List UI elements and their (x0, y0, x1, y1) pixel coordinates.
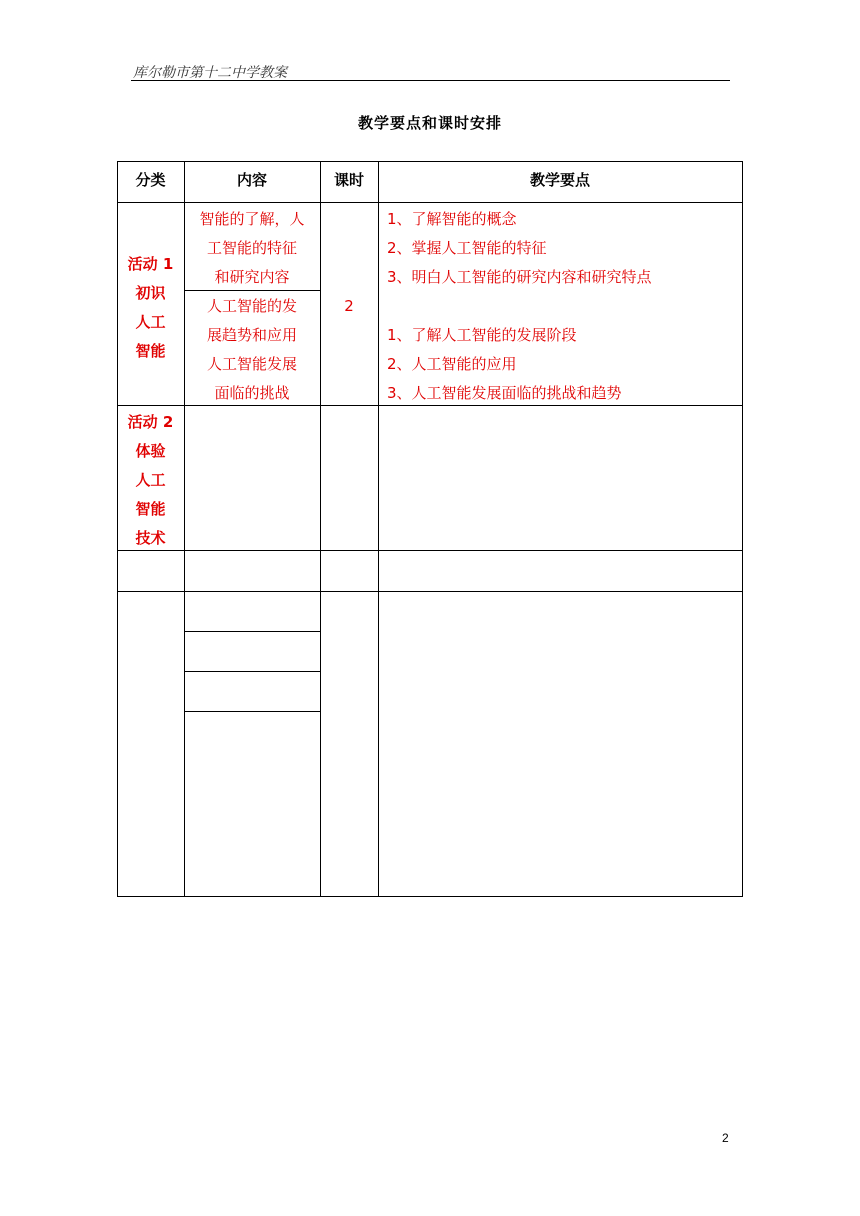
activity1-point-b-3: 3、人工智能发展面临的挑战和趋势 (387, 384, 622, 402)
table-border-right (742, 161, 743, 897)
activity1-content-b-line-3: 人工智能发展 (206, 355, 297, 373)
header-points: 教学要点 (529, 171, 590, 189)
activity1-category-line-2: 初识 (135, 284, 166, 302)
activity1-content-b-line-1: 人工智能的发 (206, 297, 297, 315)
table-border-top (117, 161, 743, 162)
activity1-content-b-line-4: 面临的挑战 (214, 384, 290, 402)
activity1-category-line-4: 智能 (135, 342, 166, 360)
activity1-content-b-line-2: 展趋势和应用 (206, 326, 297, 344)
activity1-point-a-1: 1、了解智能的概念 (387, 210, 517, 228)
header-content: 内容 (236, 171, 267, 189)
header-rule (131, 80, 730, 81)
activity1-content-a-line-2: 工智能的特征 (206, 239, 297, 257)
activity1-point-a-3: 3、明白人工智能的研究内容和研究特点 (387, 268, 652, 286)
activity1-category-line-3: 人工 (135, 313, 166, 331)
activity2-category-line-4: 智能 (135, 500, 166, 518)
empty-row-bottom (117, 591, 743, 592)
header-row-bottom (117, 202, 743, 203)
activity1-hours: 2 (344, 297, 354, 315)
column-divider-2 (320, 161, 321, 897)
activity2-row-bottom (117, 550, 743, 551)
header-category: 分类 (135, 171, 166, 189)
column-divider-3 (378, 161, 379, 897)
activity1-point-a-2: 2、掌握人工智能的特征 (387, 239, 547, 257)
table-border-bottom (117, 896, 743, 897)
activity1-point-b-2: 2、人工智能的应用 (387, 355, 517, 373)
subrow-line-1 (184, 631, 321, 632)
activity2-category-line-5: 技术 (135, 529, 166, 547)
activity1-content-a-line-3: 和研究内容 (214, 268, 290, 286)
activity1-category-line-1: 活动 1 (127, 255, 174, 273)
page-number: 2 (722, 1131, 729, 1145)
activity1-content-a-line-1: 智能的了解，人 (199, 210, 305, 228)
subrow-line-3 (184, 711, 321, 712)
header-hours: 课时 (333, 171, 364, 189)
page-title: 教学要点和课时安排 (357, 114, 502, 132)
document-header: 库尔勒市第十二中学教案 (133, 65, 287, 81)
activity2-category-line-2: 体验 (135, 442, 166, 460)
activity2-category-line-3: 人工 (135, 471, 166, 489)
activity1-point-b-1: 1、了解人工智能的发展阶段 (387, 326, 577, 344)
activity2-category-line-1: 活动 2 (127, 413, 174, 431)
subrow-line-2 (184, 671, 321, 672)
